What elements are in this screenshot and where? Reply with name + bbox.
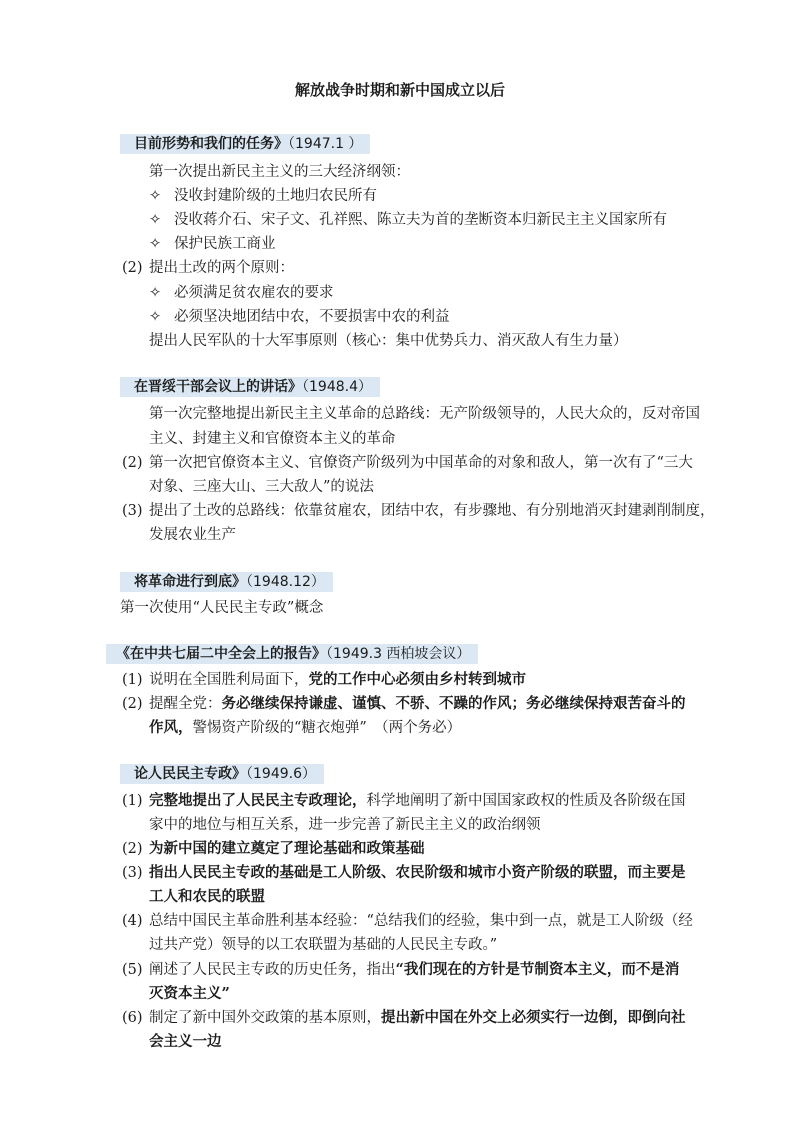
heading-date: （1949.3 西柏坡会议）	[326, 646, 471, 662]
section-heading-1949-6	[120, 764, 324, 784]
bullet-icon: ✧	[149, 285, 162, 301]
paragraph: 第一次使用“人民民主专政”概念	[120, 600, 324, 616]
heading-title: 将革命进行到底》	[134, 574, 246, 590]
heading-date: （1949.6）	[246, 766, 316, 782]
bullet-icon: ✧	[149, 309, 162, 325]
heading-title: 论人民民主专政》	[134, 766, 246, 782]
heading-title: 《在中共七届二中全会上的报告》	[116, 646, 326, 662]
heading-date: （1948.12）	[246, 574, 325, 590]
section-heading-1949-3	[106, 644, 478, 664]
heading-date: （1948.4）	[302, 379, 372, 395]
section-heading-1948-12	[120, 572, 333, 592]
heading-title: 目前形势和我们的任务》	[134, 136, 288, 152]
bullet-icon: ✧	[149, 236, 162, 252]
bullet-icon: ✧	[149, 212, 162, 228]
section-heading-1947	[120, 134, 370, 154]
heading-title: 在晋绥干部会议上的讲话》	[134, 379, 302, 395]
document-page: 解放战争时期和新中国成立以后 目前形势和我们的任务》（1947.1 ） 第一次提出新民主主义的三大经济纲领： ✧ 没收封建阶级的土地归农民所有 ✧ 没收蒋介石、宋子文、孔祥熙、陈立夫为首的垄断资本归新民主主义国家所有 ✧ 保护民族工商业 (2) 提出土改的两个原则： ✧ 必须满足贫农雇农的要求 ✧ 必须坚决地团结中农，不要损害中农的利益 提出人民军队的十大军事原则（核心：集中优势兵力、消灭敌人有生力量） 在晋绥干部会议上的讲话》（1948.4） 第一次完整地提出新民主主义革命的总路线：无产阶级领导的，人民大众的，反对帝国 主义、封建主义和官僚资本主义的革命 (2) 第一次把官僚资本主义、官僚资产阶级列为中国革命的对象和敌人，第一次有了“三大 对象、三座大山、三大敌人”的说法 (3) 提出了土改的总路线：依靠贫雇农，团结中农，有步骤地、有分别地消灭封建剥削制度， 发展农业生产 将革命进行到底》（1948.12） 第一次使用“人民民主专政”概念 《在中共七届二中全会上的报告》（1949.3 西柏坡会议） (1) 说明在全国胜利局面下，党的工作中心必须由乡村转到城市 (2) 提醒全党：务必继续保持谦虚、谨慎、不骄、不躁的作风；务必继续保持艰苦奋斗的 作风，警惕资产阶级的“糖衣炮弹” （两个务必） 论人民民主专政》（1949.6） (1) 完整地提出了人民民主专政理论，科学地阐明了新中国国家政权的性质及各阶级在国 家中的地位与相互关系，进一步完善了新民主主义的政治纲领 (2) 为新中国的建立奠定了理论基础和政策基础 (3) 指出人民民主专政的基础是工人阶级、农民阶级和城市小资产阶级的联盟，而主要是 工人和农民的联盟 (4) 总结中国民主革命胜利基本经验：“总结我们的经验，集中到一点，就是工人阶级（经 过共产党）领导的以工农联盟为基础的人民民主专政。” (5) 阐述了人民民主专政的历史任务，指出“我们现在的方针是节制资本主义，而不是消 灭资本主义” (6) 制定了新中国外交政策的基本原则，提出新中国在外交上必须实行一边倒，即倒向社 会主义一边	[0, 0, 800, 1130]
section-heading-1948-4	[120, 377, 380, 397]
bullet-icon: ✧	[149, 188, 162, 204]
heading-date: （1947.1 ）	[288, 136, 363, 152]
page-title: 解放战争时期和新中国成立以后	[294, 81, 505, 99]
